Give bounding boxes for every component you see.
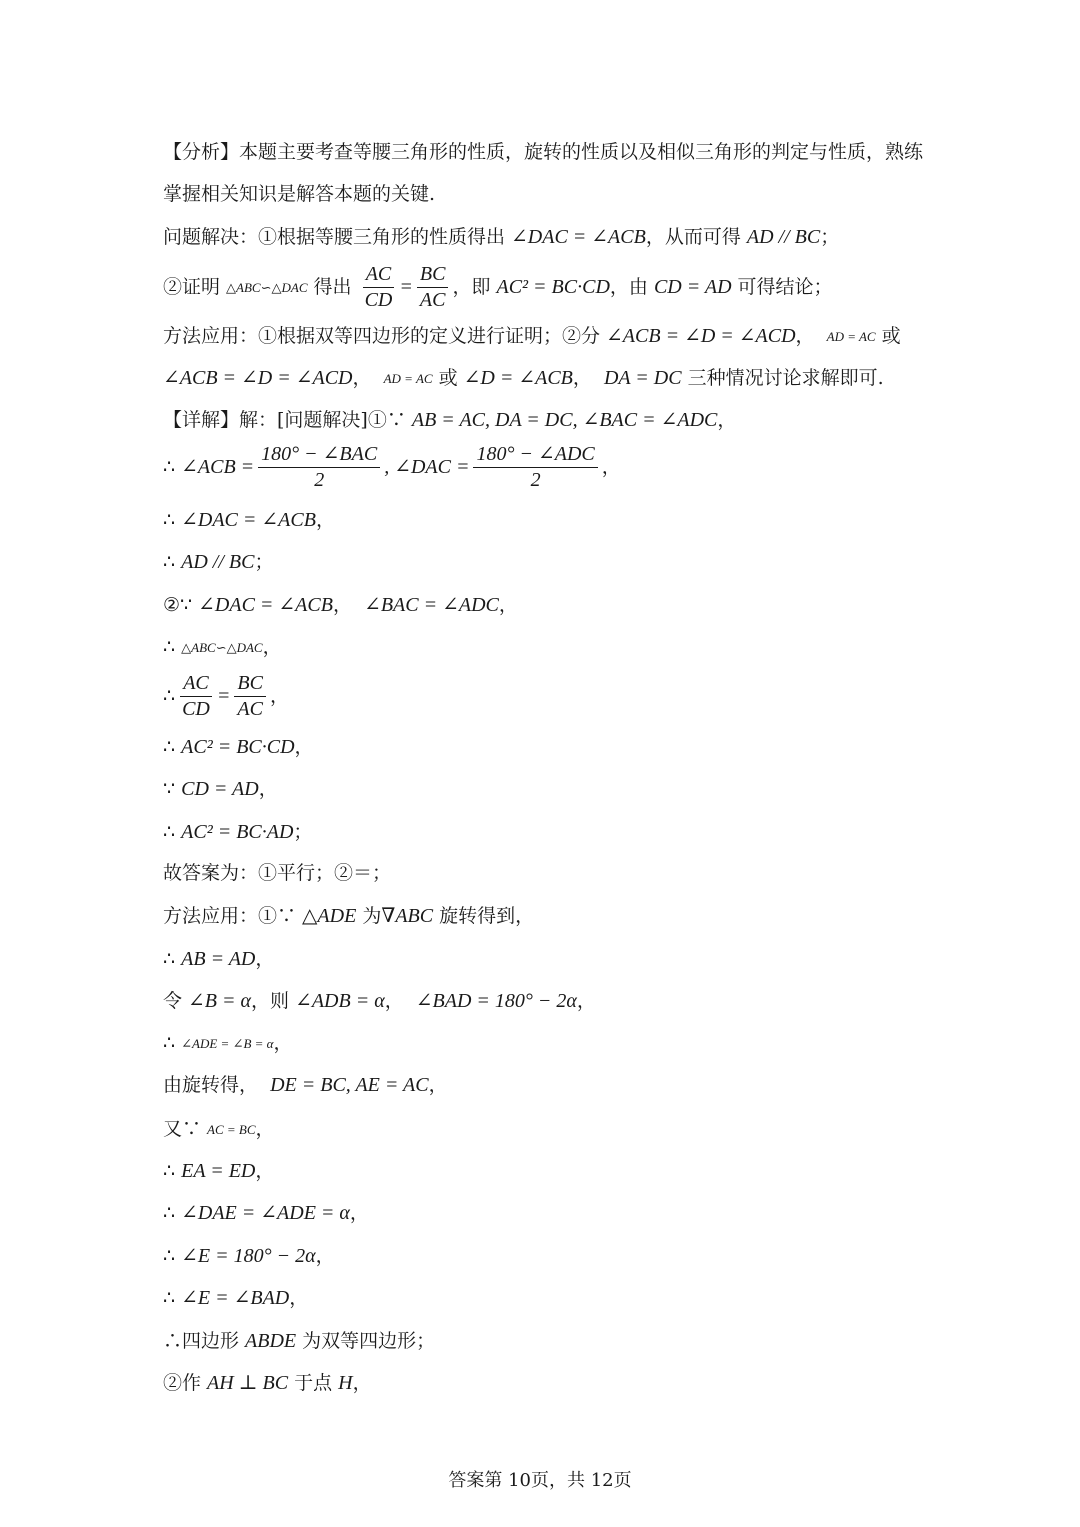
- text-segment: ，: [269, 684, 289, 707]
- text-segment: 故答案为：①平行；②＝；: [163, 861, 392, 884]
- math-expression: AD // BC: [746, 226, 821, 248]
- text-line: [163, 405, 933, 435]
- text-segment: ，: [332, 593, 365, 616]
- math-expression: DA = DC: [603, 367, 682, 389]
- text-segment: 又∵: [163, 1117, 208, 1140]
- math-expression: ∠DAC = ∠ACB: [181, 509, 316, 531]
- math-expression: ∠BAD = 180° − 2α: [415, 990, 577, 1012]
- text-line: [163, 321, 933, 351]
- fraction: [417, 264, 449, 311]
- text-line: [163, 986, 933, 1016]
- text-line: [163, 1114, 933, 1144]
- fraction-denominator: AC: [419, 288, 446, 311]
- fraction: [258, 444, 380, 491]
- text-segment: ∴: [163, 1031, 182, 1054]
- text-line: [163, 590, 933, 620]
- text-segment: ∴: [163, 1286, 182, 1309]
- text-segment: ，: [255, 1117, 275, 1140]
- math-expression: DE = BC, AE = AC: [270, 1074, 429, 1096]
- math-expression: CD = AD: [181, 778, 259, 800]
- math-expression: ∠DAC = ∠ACB: [198, 594, 333, 616]
- text-line: [163, 1070, 933, 1100]
- fraction-numerator: BC: [417, 264, 449, 288]
- math-expression: CD = AD: [653, 276, 732, 298]
- text-segment: ，: [349, 1201, 369, 1224]
- fraction-denominator: 2: [530, 468, 541, 491]
- math-expression: ∠ADE = ∠B = α: [181, 1035, 274, 1051]
- text-segment: ，: [717, 408, 737, 431]
- text-line: [163, 1326, 933, 1356]
- math-expression: ∠D = ∠ACB: [463, 367, 573, 389]
- text-line: [163, 1368, 933, 1398]
- math-expression: AD = AC: [383, 370, 433, 386]
- text-line: [163, 858, 933, 888]
- text-line: [163, 363, 933, 393]
- text-segment: ∴: [163, 1159, 182, 1182]
- fraction-numerator: 180° − ∠ADC: [473, 444, 597, 468]
- text-segment: ，: [294, 735, 314, 758]
- text-line: [163, 944, 933, 974]
- text-line: [163, 732, 933, 762]
- text-line: [163, 1156, 933, 1186]
- math-expression: AH ⊥ BC: [207, 1372, 289, 1394]
- fraction-denominator: CD: [364, 288, 393, 311]
- text-segment: ，: [315, 508, 335, 531]
- math-expression: ∠B = α: [188, 990, 252, 1012]
- math-expression: ABDE: [245, 1330, 297, 1352]
- fraction-numerator: 180° − ∠BAC: [258, 444, 380, 468]
- math-expression: AC² = BC·AD: [181, 821, 294, 843]
- text-segment: ∴: [163, 1201, 182, 1224]
- math-expression: =: [399, 276, 413, 298]
- text-line: [163, 179, 933, 209]
- text-segment: ；: [254, 550, 274, 573]
- text-line: [163, 260, 933, 314]
- text-segment: 【分析】本题主要考查等腰三角形的性质，旋转的性质以及相似三角形的判定与性质，熟练: [163, 140, 924, 163]
- text-segment: ∴: [163, 684, 176, 707]
- text-line: [163, 1028, 933, 1058]
- fraction-denominator: 2: [314, 468, 325, 491]
- text-segment: ，: [576, 989, 596, 1012]
- math-expression: ∠DAC = ∠ACB: [511, 226, 646, 248]
- text-segment: ，从而可得: [645, 225, 747, 248]
- math-expression: AB = AD: [181, 948, 256, 970]
- text-segment: ，: [601, 455, 621, 478]
- text-segment: ，: [273, 1031, 293, 1054]
- text-segment: ②证明: [163, 275, 227, 298]
- text-segment: 或: [432, 366, 464, 389]
- text-line: [163, 547, 933, 577]
- math-expression: AC² = BC·CD: [181, 736, 295, 758]
- text-line: [163, 440, 933, 494]
- math-expression: AB = AC, DA = DC, ∠BAC = ∠ADC: [411, 409, 718, 431]
- text-line: [163, 137, 933, 167]
- text-line: [163, 774, 933, 804]
- math-expression: AD // BC: [181, 551, 255, 573]
- text-line: [163, 1283, 933, 1313]
- math-expression: ∠BAC = ∠ADC: [364, 594, 499, 616]
- text-segment: ，: [498, 593, 518, 616]
- text-segment: 掌握相关知识是解答本题的关键.: [163, 182, 436, 205]
- text-segment: 【详解】解：[问题解决]①∵: [163, 408, 412, 431]
- text-segment: ，: [258, 777, 278, 800]
- text-segment: ，: [255, 1159, 275, 1182]
- fraction-numerator: BC: [234, 673, 266, 697]
- solution-body: [163, 131, 933, 1398]
- text-segment: 为双等四边形；: [296, 1329, 436, 1352]
- text-segment: ∴: [163, 735, 182, 758]
- math-expression: =: [216, 685, 231, 707]
- math-expression: AC² = BC·CD: [496, 276, 610, 298]
- text-line: [163, 222, 933, 252]
- math-expression: AD = AC: [826, 328, 876, 344]
- fraction: [362, 264, 396, 311]
- text-segment: ，由: [609, 275, 654, 298]
- text-segment: 方法应用：①根据双等四边形的定义进行证明；②分: [163, 324, 607, 347]
- fraction-numerator: AC: [363, 264, 395, 288]
- math-expression: ∠ACB = ∠D = ∠ACD: [163, 367, 353, 389]
- text-segment: 或: [875, 324, 901, 347]
- math-expression: ∠ACB =: [181, 456, 255, 478]
- text-segment: ∵: [163, 777, 182, 800]
- text-segment: 为: [356, 904, 382, 927]
- text-segment: ，: [352, 1371, 372, 1394]
- math-expression: ∠DAE = ∠ADE = α: [181, 1202, 350, 1224]
- math-expression: ∠E = ∠BAD: [181, 1287, 290, 1309]
- text-line: [163, 1241, 933, 1271]
- text-segment: ②∵: [163, 593, 199, 616]
- text-segment: ，即: [452, 275, 497, 298]
- text-segment: ∴: [163, 635, 182, 658]
- text-segment: ，: [262, 635, 282, 658]
- fraction: [473, 444, 597, 491]
- text-segment: ∴: [163, 947, 182, 970]
- math-expression: ∠E = 180° − 2α: [181, 1245, 316, 1267]
- text-segment: ∴四边形: [163, 1329, 246, 1352]
- text-segment: ∴: [163, 508, 182, 531]
- fraction-denominator: CD: [182, 697, 210, 720]
- fraction: [179, 673, 213, 720]
- text-segment: ∴: [163, 550, 182, 573]
- text-segment: ，则: [251, 989, 296, 1012]
- text-segment: 方法应用：①∵: [163, 904, 303, 927]
- text-segment: ，: [289, 1286, 309, 1309]
- text-segment: 令: [163, 989, 189, 1012]
- math-expression: , ∠DAC =: [384, 456, 470, 478]
- text-segment: ∴: [163, 455, 182, 478]
- text-segment: 三种情况讨论求解即可.: [681, 366, 884, 389]
- math-expression: AC = BC: [207, 1121, 256, 1137]
- text-segment: ，: [384, 989, 416, 1012]
- fraction-denominator: AC: [237, 697, 263, 720]
- text-segment: ；: [293, 820, 313, 843]
- text-segment: ②作: [163, 1371, 208, 1394]
- text-segment: ，: [255, 947, 275, 970]
- text-segment: ，: [428, 1073, 448, 1096]
- text-segment: ，: [572, 366, 604, 389]
- text-segment: 问题解决：①根据等腰三角形的性质得出: [163, 225, 512, 248]
- text-segment: 可得结论；: [731, 275, 833, 298]
- text-line: [163, 1198, 933, 1228]
- text-segment: 得出: [307, 275, 358, 298]
- fraction: [234, 673, 266, 720]
- text-segment: ∴: [163, 820, 182, 843]
- page-footer: 答案第 10页，共 12页: [448, 1470, 632, 1491]
- math-expression: H: [338, 1372, 353, 1394]
- text-line: [163, 817, 933, 847]
- math-expression: △ADE: [302, 905, 357, 927]
- text-segment: ；: [820, 225, 840, 248]
- math-expression: EA = ED: [181, 1160, 256, 1182]
- math-expression: △ABC∽△DAC: [226, 279, 308, 295]
- text-segment: 于点: [288, 1371, 339, 1394]
- math-expression: △ABC∽△DAC: [181, 639, 263, 655]
- text-segment: ，: [795, 324, 827, 347]
- text-segment: 由旋转得，: [163, 1073, 271, 1096]
- text-line: [163, 669, 933, 723]
- math-expression: ∠ACB = ∠D = ∠ACD: [606, 325, 796, 347]
- fraction-numerator: AC: [180, 673, 212, 697]
- math-expression: ∠ADB = α: [295, 990, 385, 1012]
- text-segment: ∴: [163, 1244, 182, 1267]
- text-line: [163, 632, 933, 662]
- text-segment: 旋转得到，: [433, 904, 535, 927]
- math-expression: ∇ABC: [381, 905, 434, 927]
- text-line: [163, 901, 933, 931]
- text-segment: ，: [352, 366, 384, 389]
- text-line: [163, 505, 933, 535]
- text-segment: ，: [315, 1244, 335, 1267]
